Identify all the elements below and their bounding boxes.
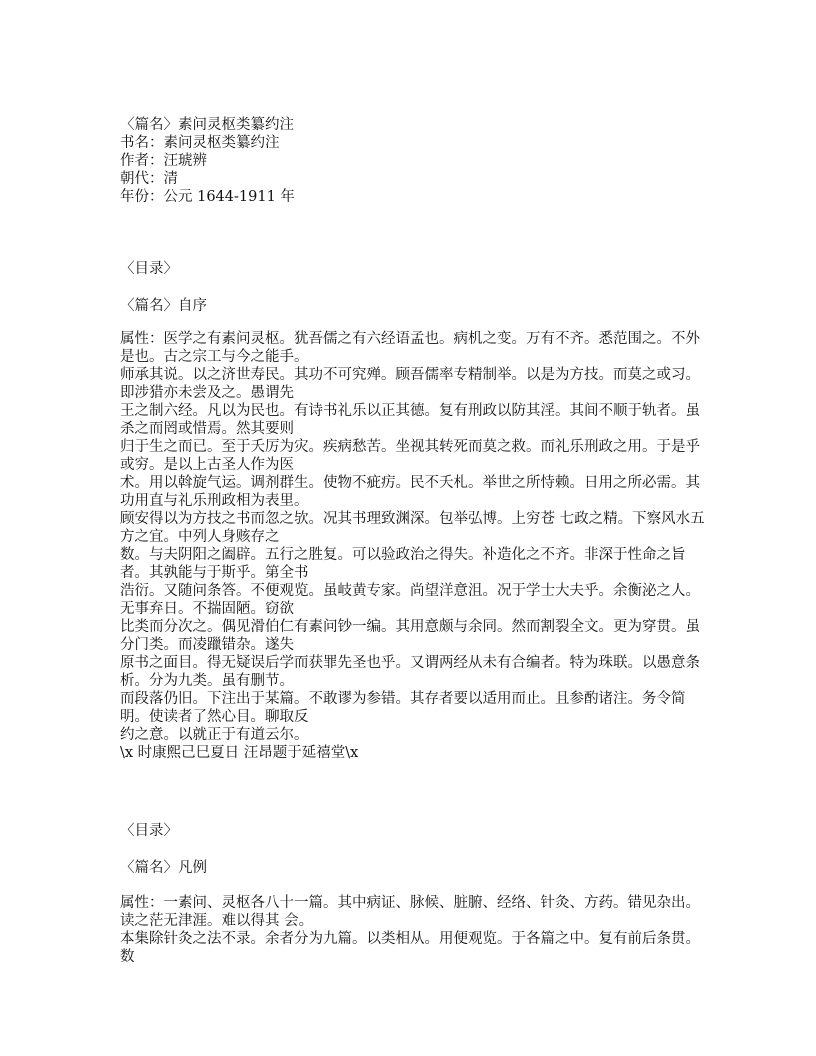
paragraph-line: 约之意。以就正于有道云尔。 bbox=[120, 727, 309, 743]
paragraph-line: 师承其说。以之济世寿民。其功不可究殚。顾吾儒率专精制举。以是为方技。而莫之或习。即涉猎亦未尝及之。愚谓先 bbox=[120, 367, 700, 401]
header-line: 作者：汪琥辨 bbox=[120, 153, 207, 169]
header-line: 年份：公元 1644-1911 年 bbox=[120, 189, 295, 205]
paragraph-line: 王之制六经。凡以为民也。有诗书礼乐以正其德。复有刑政以防其淫。其间不顺于轨者。虽杀之而罔或惜焉。然其要则 bbox=[120, 403, 700, 437]
section-body bbox=[120, 894, 714, 966]
paragraph-line: 本集除针灸之法不录。余者分为九篇。以类相从。用便观览。于各篇之中。复有前后条贯。数 bbox=[120, 931, 700, 965]
header-line: 朝代：清 bbox=[120, 171, 178, 187]
paragraph-line: 属性：一素问、灵枢各八十一篇。其中病证、脉候、脏腑、经络、针灸、方药。错见杂出。读之茫无津涯。难以得其 会。 bbox=[120, 895, 700, 929]
document-header bbox=[120, 116, 714, 206]
paragraph-line: 归于生之而已。至于夭厉为灾。疾病愁苦。坐视其转死而莫之救。而礼乐刑政之用。于是乎或穷。是以上古圣人作为医 bbox=[120, 439, 700, 473]
toc-marker: 〈目录〉 bbox=[120, 823, 178, 839]
section-title: 〈篇名〉自序 bbox=[120, 298, 207, 314]
paragraph-line: 术。用以斡旋气运。调剂群生。使物不疵疠。民不夭札。举世之所恃赖。日用之所必需。其功用直与礼乐刑政相为表里。 bbox=[120, 475, 700, 509]
signature-line: \x 时康熙己巳夏日 汪昂题于延禧堂\x bbox=[120, 745, 359, 761]
toc-marker: 〈目录〉 bbox=[120, 261, 178, 277]
section-body bbox=[120, 330, 714, 762]
paragraph-line: 属性：医学之有素问灵枢。犹吾儒之有六经语孟也。病机之变。万有不齐。悉范围之。不外是也。古之宗工与今之能手。 bbox=[120, 331, 700, 365]
paragraph-line: 比类而分次之。偶见滑伯仁有素问钞一编。其用意颇与余同。然而割裂全文。更为穿贯。虽分门类。而凌躐错杂。遂失 bbox=[120, 619, 700, 653]
paragraph-line: 原书之面目。得无疑误后学而获罪先圣也乎。又谓两经从未有合编者。特为珠联。以愚意条析。分为九类。虽有删节。 bbox=[120, 655, 700, 689]
section-title: 〈篇名〉凡例 bbox=[120, 860, 207, 876]
header-line: 书名：素问灵枢类纂约注 bbox=[120, 135, 280, 151]
paragraph-line: 而段落仍旧。下注出于某篇。不敢谬为参错。其存者要以适用而止。且参酌诸注。务令简明。使读者了然心目。聊取反 bbox=[120, 691, 686, 725]
paragraph-line: 数。与夫阴阳之阖辟。五行之胜复。可以验政治之得失。补造化之不齐。非深于性命之旨者。其孰能与于斯乎。第全书 bbox=[120, 547, 686, 581]
paragraph-line: 顾安得以为方技之书而忽之欤。况其书理致渊深。包举弘博。上穷苍 七政之精。下察风水五方之宜。中列人身赅存之 bbox=[120, 511, 705, 545]
paragraph-line: 浩衍。又随问条答。不便观览。虽岐黄专家。尚望洋意沮。况于学士大夫乎。余衡泌之人。无事弃日。不揣固陋。窃欲 bbox=[120, 583, 700, 617]
header-line: 〈篇名〉素问灵枢类纂约注 bbox=[120, 117, 294, 133]
